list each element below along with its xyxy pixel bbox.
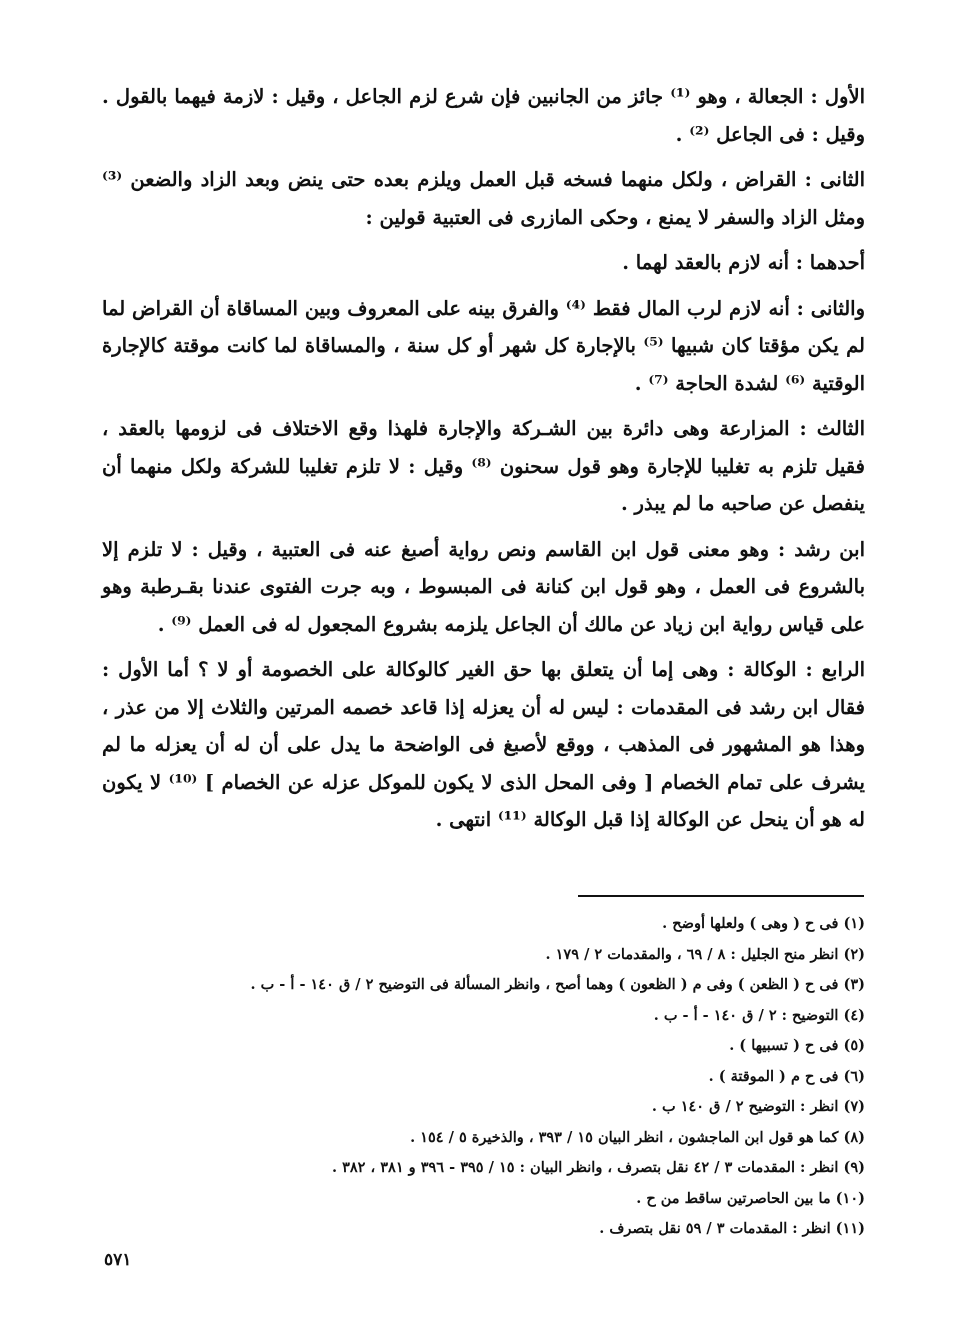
paragraph-second-opinion: والثانى : أنه لازم لرب المال فقط ⁽⁴⁾ والفرق بينه على المعروف وبين المساقاة أن القراض لما لم يكن مؤقتا كان شبيها ⁽⁵⁾ بالإجارة كل شهر أو كل سنة ، والمساقاة لما كانت موقتة كالإجارة الوقتية ⁽⁶⁾ لشدة الحاجة ⁽⁷⁾ .	[102, 296, 865, 395]
footnote-7: (٧) انظر : التوضيح ٢ / ق ١٤٠ ب .	[651, 1098, 865, 1115]
paragraph-qirad: الثانى : القراض ، ولكل منهما فسخه قبل العمل ويلزم بعده حتى ينض وبعد الزاد والضعن ⁽³⁾ ومثل الزاد والسفر لا يمنع ، وحكى المازرى فى العتبية قولين :	[102, 168, 865, 229]
footnote-11: (١١) انظر : المقدمات ٣ / ٥٩ نقل بتصرف .	[599, 1220, 865, 1237]
paragraph-first-opinion: أحدهما : أنه لازم بالعقد لهما .	[622, 251, 865, 274]
paragraph-wakala: الرابع : الوكالة : وهى إما أن يتعلق بها حق الغير كالوكالة على الخصومة أو لا ؟ أما الأول : فقال ابن رشد فى المقدمات : ليس له أن يعزله إذا قاعد خصمه المرتين والثلاث إلا من عذر ، وهذا هو المشهور فى المذهب ، ووقع لأصبغ فى الواضحة ما يدل على أن له أن يعزله ما لم يشرف على تمام الخصام [ وفى المحل الذى لا يكون للموكل عزله عن الخصام ] ⁽¹⁰⁾ لا يكون له هو أن ينحل عن الوكالة إذا قبل الوكالة ⁽¹¹⁾ انتهى .	[102, 658, 865, 831]
paragraph-muzaraa: الثالث : المزارعة وهى دائرة بين الشـركة والإجارة فلهذا وقع الاختلاف فى لزومها بالعقد ، فقيل تلزم به تغليبا للإجارة وهو قول سحنون ⁽⁸⁾ وقيل : لا تلزم تغليبا للشركة ولكل منهما أن ينفصل عن صاحبه ما لم يبذر .	[102, 417, 865, 515]
page-number: ٥٧١	[104, 1250, 132, 1270]
footnote-4: (٤) التوضيح : ٢ / ق ١٤٠ - أ - ب .	[653, 1006, 865, 1024]
footnote-6: (٦) فى ح م ( الموقتة ) .	[708, 1067, 865, 1085]
footnote-2: (٢) انظر منح الجليل : ٨ / ٦٩ ، والمقدمات ٢ / ١٧٩ .	[545, 945, 865, 963]
footnote-3: (٣) فى ح ( الظعن ) وفى م ( الظعون ) وهما أصح ، وانظر المسألة فى التوضيح ٢ / ق ١٤٠ - أ - ب .	[250, 976, 865, 993]
paragraph-ibn-rushd: ابن رشد : وهو معنى قول ابن القاسم ونص رواية أصبغ عنه فى العتبية ، وقيل : لا تلزم إلا بالشروع فى العمل ، وهو قول ابن كنانة فى المبسوط ، وبه جرت الفتوى عندنا بقـرطبة وهو على قياس رواية ابن زياد عن مالك أن الجاعل يلزمه بشروع المجعول له فى العمل ⁽⁹⁾ .	[102, 537, 865, 636]
footnotes-list	[150, 909, 865, 1245]
footnote-8: (٨) كما هو قول ابن الماجشون ، انظر البيان ١٥ / ٣٩٣ ، والذخيرة ٥ / ١٥٤ .	[410, 1128, 865, 1146]
main-text	[102, 78, 865, 847]
footnote-10: (١٠) ما بين الحاصرتين ساقط من ح .	[636, 1189, 865, 1207]
footnote-5: (٥) فى ح ( تسبيها ) .	[729, 1037, 865, 1054]
footnote-separator	[578, 895, 864, 897]
paragraph-jaala: الأول : الجعالة ، وهو ⁽¹⁾ جائز من الجانبين فإن شرع لزم الجاعل ، وقيل : لازمة فيهما بالقول . وقيل : فى الجاعل ⁽²⁾ .	[102, 85, 865, 146]
footnote-1: (١) فى ح ( وهى ) ولعلها أوضح .	[662, 915, 865, 932]
footnote-9: (٩) انظر : المقدمات ٣ / ٤٢ نقل بتصرف ، وانظر البيان : ١٥ / ٣٩٥ - ٣٩٦ و ٣٨١ ، ٣٨٢ .	[331, 1159, 865, 1176]
